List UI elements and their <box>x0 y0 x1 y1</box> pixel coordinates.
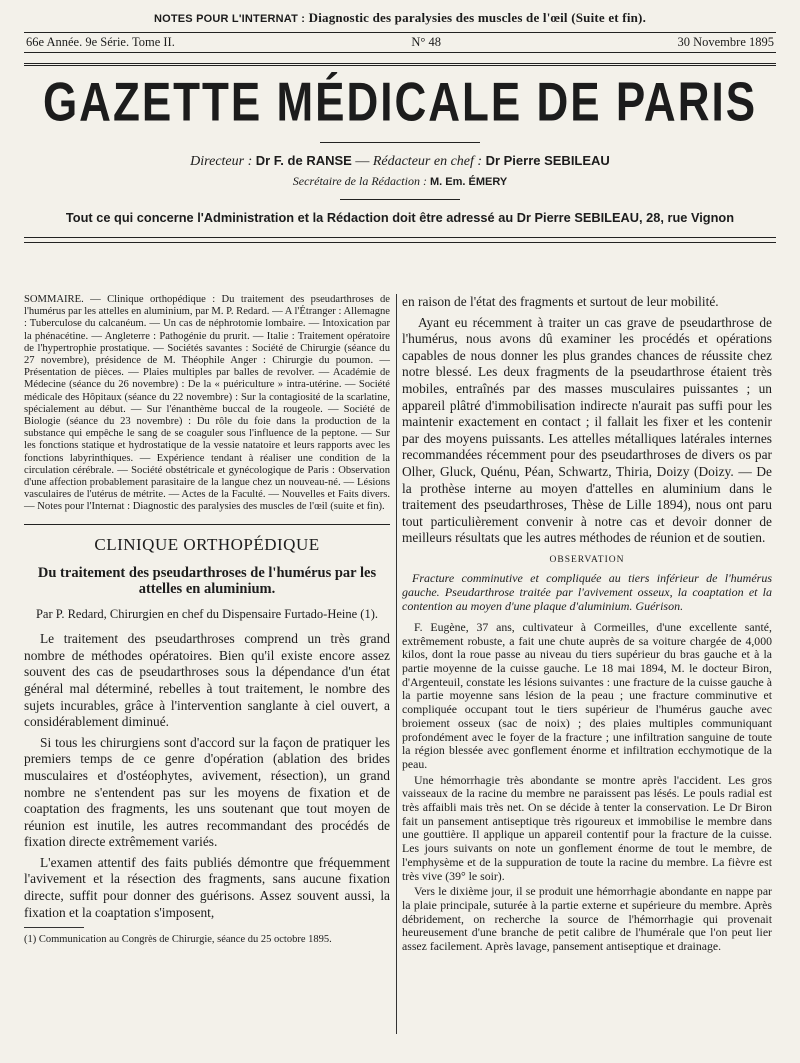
masthead-rule <box>24 63 776 70</box>
double-rule <box>24 237 776 243</box>
left-column <box>24 294 390 945</box>
paragraph: L'examen attentif des faits publiés démontre que fréquemment l'avivement et la résection des fragments, sans aucune fixation directe, suffit pour donner des guérisons. Assez souvent aussi, la fixation et la coaptation s'imposent, <box>24 854 390 920</box>
editor-name: Dr Pierre SEBILEAU <box>485 153 610 168</box>
column-divider <box>396 294 397 1034</box>
footnote-rule <box>24 927 84 928</box>
columns <box>24 294 776 1054</box>
section-heading: CLINIQUE ORTHOPÉDIQUE <box>94 534 320 554</box>
director-name: Dr F. de RANSE <box>255 153 352 168</box>
staff-line: Directeur : Dr F. de RANSE — Rédacteur en chef : Dr Pierre SEBILEAU <box>190 153 610 169</box>
summary: SOMMAIRE. — Clinique orthopédique : Du traitement des pseudarthroses de l'humérus par les attelles en aluminium, par M. P. Redard. — A l'Étranger : Allemagne : Tuberculose du calcanéum. — Un cas de néphrotomie lombaire. — Intoxication par la phénacétine. — Angleterre : Pathogénie du prurit. — Italie : Traitement opératoire de l'hypertrophie prostatique. — Sociétés savantes : Société de Chirurgie (séance du 27 novembre), présidence de M. Théophile Anger : Chirurgie du poumon. — Présentation de pièces. — Plaies multiples par balles de revolver. — Académie de Médecine (séance du 26 novembre) : De la « puériculture » intra-utérine. — Société médicale des Hôpitaux (séance du 22 novembre) : Sur la contagiosité de la scarlatine, spécialement au début. — Sur l'énanthème buccal de la rougeole. — Société de Biologie (séance du 23 novembre) : Du rôle du foie dans la production de la substance qui empêche le sang de se coaguler sous l'influence de la peptone. — Sur les fonctions statique et hydrostatique de la vessie natatoire et leurs rapports avec les fonctions labyrinthiques. — Expérience tendant à réaliser une condition de la circulation cérébrale. — Société obstétricale et gynécologique de Paris : Observation d'une affection probablement parasitaire de la langue chez un nouveau-né. — Lésions vasculaires de l'utérus de métrite. — Actes de la Faculté. — Nouvelles et Faits divers. — Notes pour l'Internat : Diagnostic des paralysies des muscles de l'œil (suite et fin). <box>24 294 390 513</box>
secretary-line <box>24 174 776 189</box>
editor-label: Rédacteur en chef : <box>372 154 483 169</box>
paragraph: Ayant eu récemment à traiter un cas grave de pseudarthrose de l'humérus, nous avons dû examiner les procédés et opérations capables de nous donner les plus grandes chances de réussite chez notre blessé. Les deux fragments de la pseudarthrose étaient très mobiles, entraînés par des masses musculaires puissantes ; un appareil plâtré d'immobilisation indirecte n'aurait pas suffi pour les maintenir exactement en contact ; il fallait les fixer et les contenir par des moyens puissants. Les attelles métalliques latérales internes recommandées récemment pour des pseudarthroses de divers os par Olher, Gluck, Quénu, Péan, Schwartz, Thiria, Doizy (Doizy. — De la prothèse interne au moyen d'attelles en aluminium dans le traitement des pseudarthroses, Thèse de Lille 1894), nous ont paru tout particulièrement convenir à notre cas et devoir donner de meilleurs résultats que les autres méthodes de réunion et de soutien. <box>402 314 772 546</box>
right-column <box>402 294 772 956</box>
observation-heading: OBSERVATION <box>549 554 625 565</box>
paragraph: Une hémorrhagie très abondante se montre après l'accident. Les gros vaisseaux de la racine du membre ne paraissent pas lésés. Le pouls radial est très affaibli mais très net. On se décide à tenter la conservation. Le Dr Biron fait un pansement antiseptique très rigoureux et immobilise le membre dans une gouttière. Il applique un appareil contentif pour la fracture de la cuisse. Les jours suivants on note un gonflement énorme de tout le membre, de l'emphysème et de la suppuration de toute la racine du membre. La fièvre est très vive (39° le soir). <box>402 772 772 883</box>
issue-line <box>24 32 776 53</box>
running-head-title: Diagnostic des paralysies des muscles de l'œil <box>308 10 568 25</box>
masthead-title: GAZETTE MÉDICALE DE PARIS <box>42 71 758 133</box>
issue-volume: 66e Année. 9e Série. Tome II. <box>26 35 175 49</box>
paragraph: en raison de l'état des fragments et surtout de leur mobilité. <box>402 294 719 309</box>
secretary-label: Secrétaire de la Rédaction : <box>292 174 427 188</box>
divider <box>320 142 480 143</box>
director-label: Directeur : <box>190 154 253 169</box>
paragraph: Si tous les chirurgiens sont d'accord sur la façon de pratiquer les premiers temps de ce genre d'opération (ablation des brides musculaires et d'ostéophytes, avivement, résection), un grand nombre ne s'entendent pas sur les moyens de fixation et de coaptation des fragments, les uns soutenant que tout moyen de réunion est inutile, les autres recommandant des procédés de fixation directe extrêmement variés. <box>24 734 390 850</box>
observation-title: Fracture comminutive et compliquée au tiers inférieur de l'humérus gauche. Pseudarthrose traitée par l'avivement osseux, la coaptation et la contention au moyen d'une plaque d'aluminium. Guérison. <box>402 570 772 613</box>
paragraph: Le traitement des pseudarthroses comprend un très grand nombre de méthodes opératoires. Bien qu'il existe encore assez souvent des cas de pseudarthroses sous la dépendance d'un état général mal déterminé, rebelles à tout traitement, le nombre des sujets incurables, grâce à l'intervention sanglante à ciel ouvert, a considérablement diminué. <box>24 631 390 730</box>
running-head <box>24 10 776 26</box>
issue-date: 30 Novembre 1895 <box>677 35 774 49</box>
byline: Par P. Redard, Chirurgien en chef du Dispensaire Furtado-Heine (1). <box>35 606 379 621</box>
address-notice: Tout ce qui concerne l'Administration et la Rédaction doit être adressé au Dr Pierre SEBILEAU, 28, rue Vignon <box>65 210 735 225</box>
paragraph: F. Eugène, 37 ans, cultivateur à Cormeilles, d'une excellente santé, extrêmement robuste, a fait une chute auprès de sa voiture chargée de 4,000 kilos, dont la roue passe au niveau du tiers supérieur du bras gauche et à la partie moyenne de la cuisse gauche. Le 18 mai 1894, M. le docteur Biron, d'Argenteuil, constate les lésions suivantes : une fracture de la cuisse gauche à la partie moyenne sans lésion de la peau ; une fracture comminutive et compliquée occupant tout le tiers supérieur de l'humérus gauche avec broiement osseux (sac de noix) ; des plaies multiples communiquant profondément avec le foyer de la fracture ; une infiltration sanguine de toute la région blessée avec gonflement énorme et infiltration ecchymotique de la peau. <box>402 619 772 771</box>
article-title: Du traitement des pseudarthroses de l'humérus par les attelles en aluminium. <box>37 564 377 597</box>
paragraph: Vers le dixième jour, il se produit une hémorrhagie abondante en nappe par la plaie principale, suturée à la partie externe et supérieure du membre. Après débridement, on recherche la source de l'hémorrhagie qui provenait heureusement d'une branche de petit calibre de l'humérale que l'on peut lier assez facilement. Après lavage, pansement antiseptique et drainage. <box>402 884 772 954</box>
secretary-name: M. Em. ÉMERY <box>429 176 508 188</box>
running-head-suffix: (Suite et fin). <box>571 10 647 25</box>
footnote: (1) Communication au Congrès de Chirurgie, séance du 25 octobre 1895. <box>24 934 332 946</box>
newspaper-page <box>24 10 776 1055</box>
divider <box>24 524 390 525</box>
running-head-section: NOTES POUR L'INTERNAT : <box>153 13 306 25</box>
issue-number: N° 48 <box>411 35 441 49</box>
divider <box>340 199 460 200</box>
